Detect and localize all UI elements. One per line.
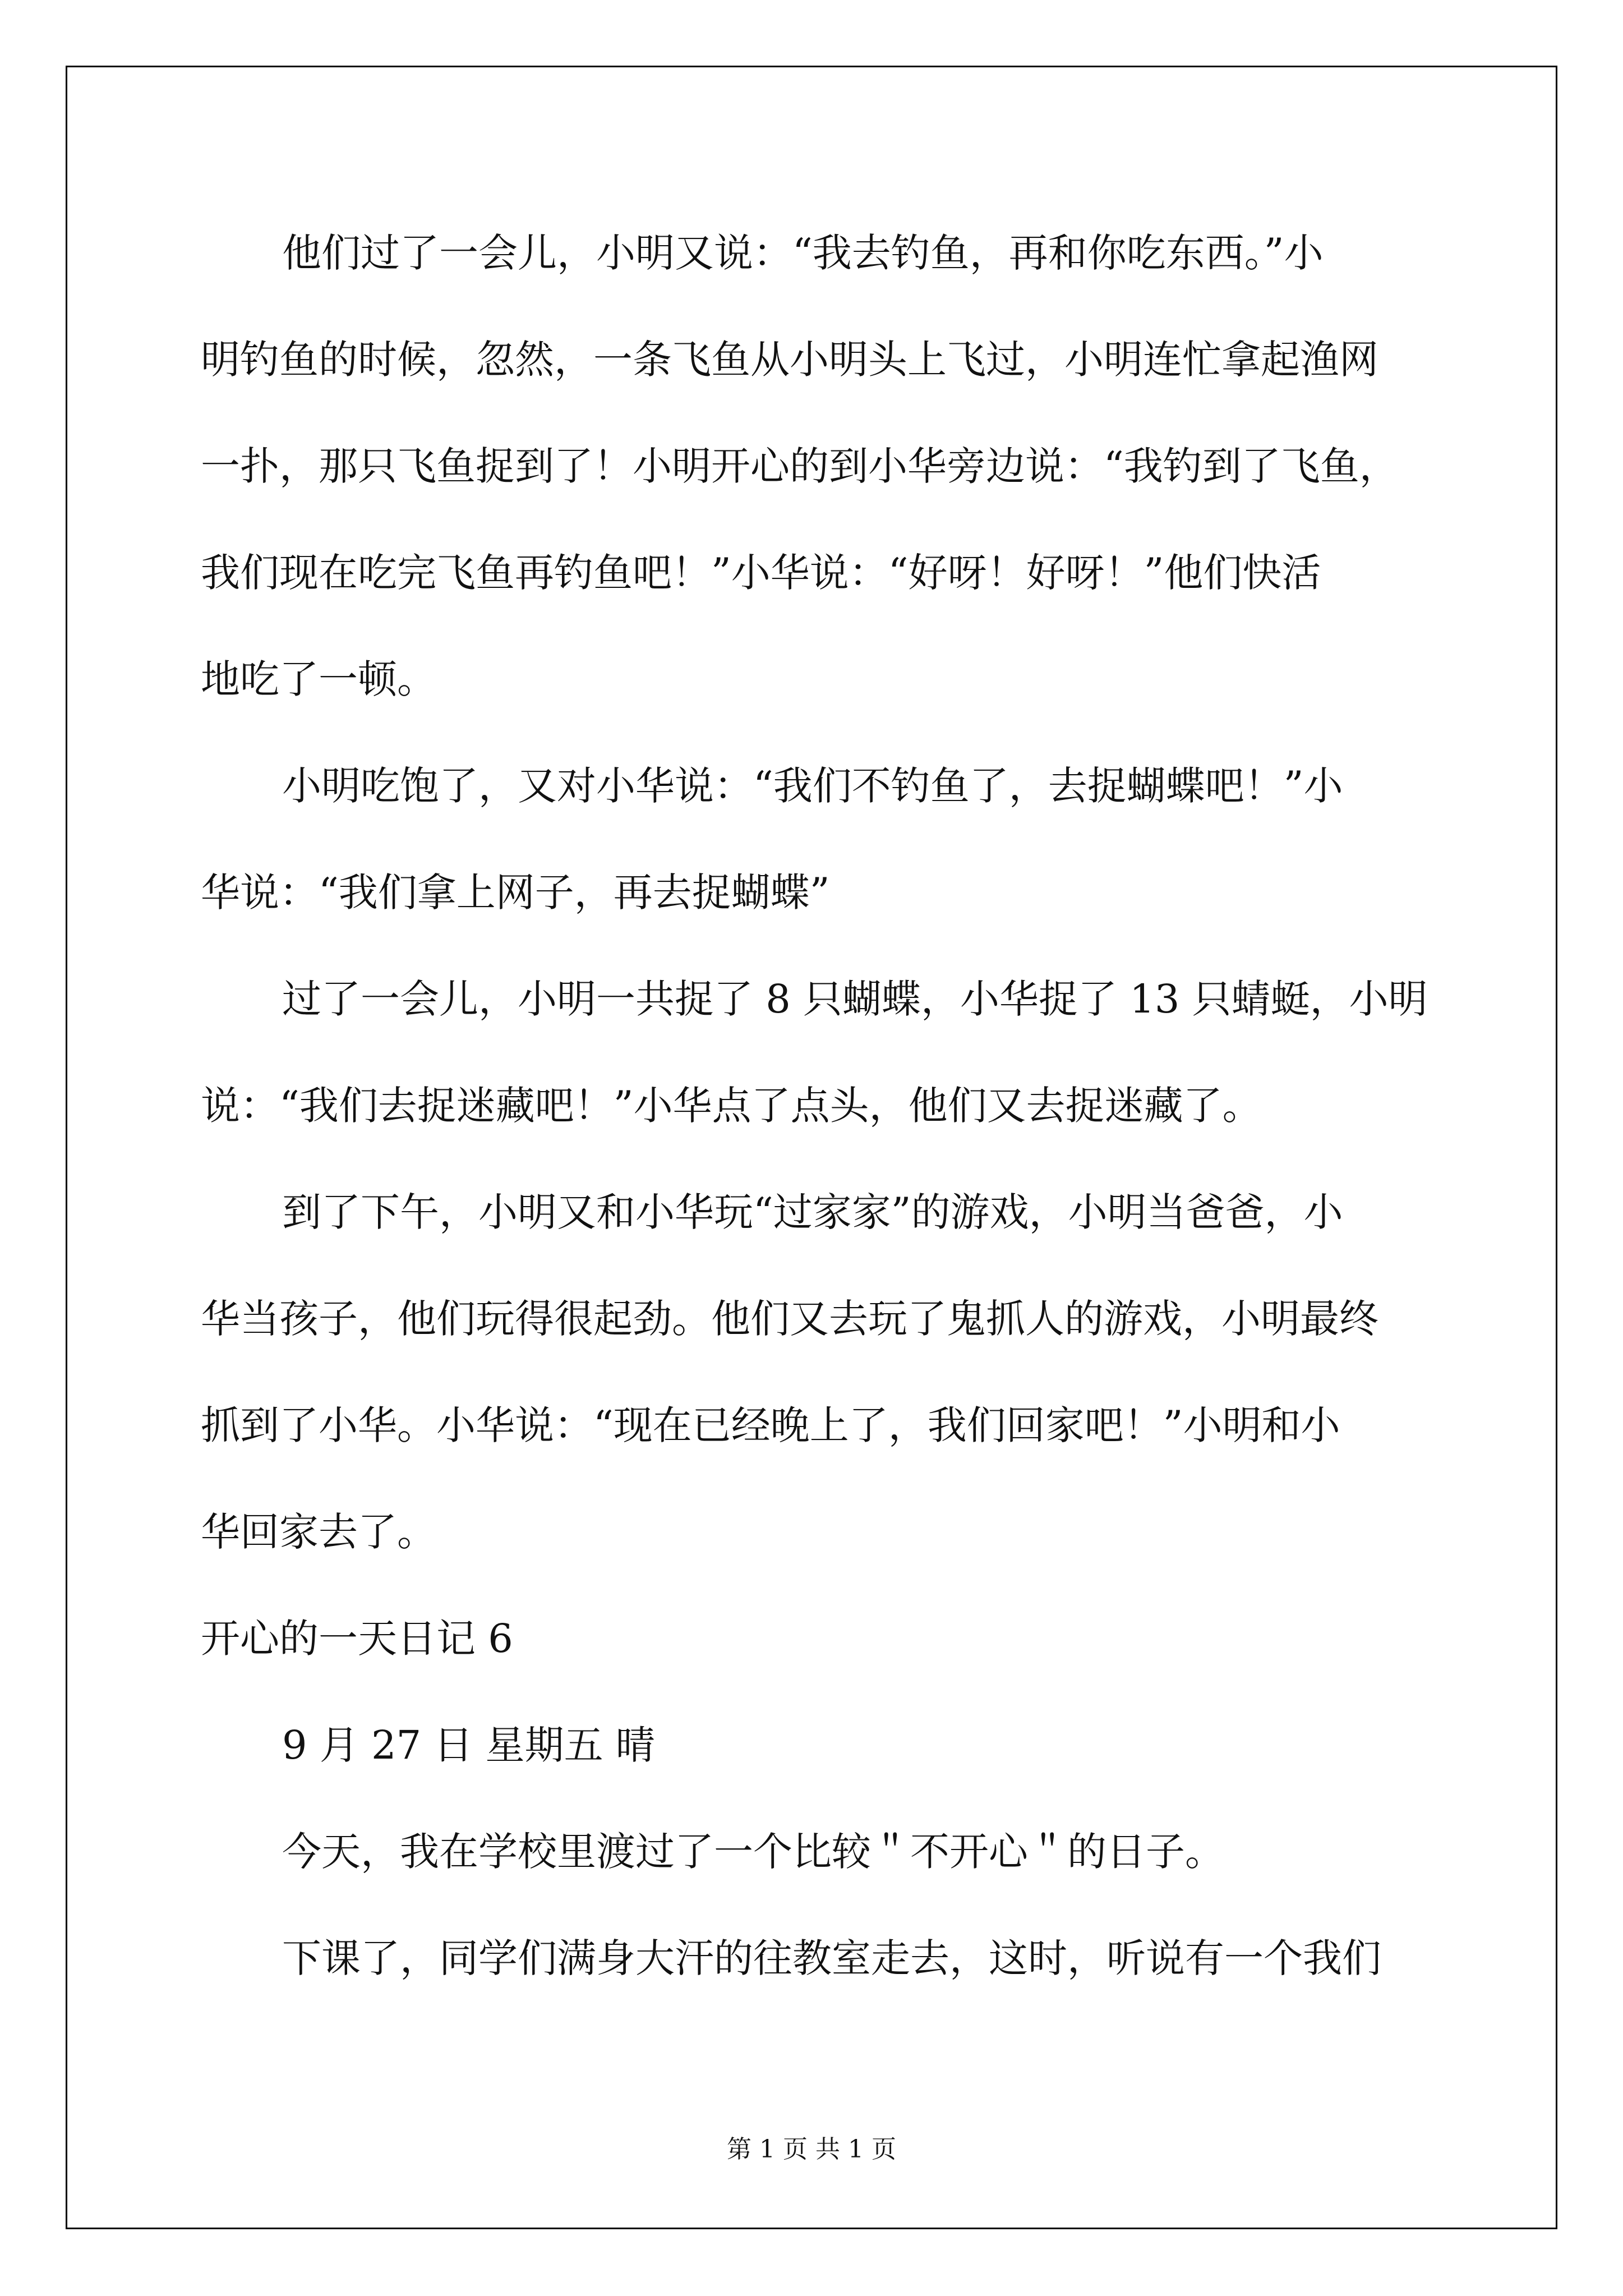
paragraph-line: 过了一会儿，小明一共捉了 8 只蝴蝶，小华捉了 13 只蜻蜓，小明 [282,976,1428,1022]
paragraph-line: 华说：“我们拿上网子，再去捉蝴蝶” [201,869,830,915]
date-line: 9 月 27 日 星期五 晴 [282,1722,655,1768]
paragraph-line: 华回家去了。 [201,1509,436,1555]
paragraph-line: 到了下午，小明又和小华玩“过家家”的游戏，小明当爸爸，小 [282,1189,1343,1235]
paragraph-line: 地吃了一顿。 [201,656,436,702]
section-heading: 开心的一天日记 6 [201,1616,513,1662]
page-footer: 第 1 页 共 1 页 [727,2135,896,2164]
paragraph-line: 我们现在吃完飞鱼再钓鱼吧！”小华说：“好呀！好呀！”他们快活 [201,550,1321,596]
paragraph-line: 今天，我在学校里渡过了一个比较＂不开心＂的日子。 [282,1829,1224,1875]
paragraph-line: 下课了，同学们满身大汗的往教室走去，这时，听说有一个我们 [282,1935,1381,1981]
paragraph-line: 小明吃饱了，又对小华说：“我们不钓鱼了，去捉蝴蝶吧！”小 [282,763,1343,809]
paragraph-line: 明钓鱼的时候，忽然，一条飞鱼从小明头上飞过，小明连忙拿起渔网 [201,337,1378,383]
paragraph-line: 华当孩子，他们玩得很起劲。他们又去玩了鬼抓人的游戏，小明最终 [201,1296,1378,1342]
paragraph-line: 说：“我们去捉迷藏吧！”小华点了点头，他们又去捉迷藏了。 [201,1083,1262,1129]
paragraph-line: 他们过了一会儿，小明又说：“我去钓鱼，再和你吃东西。”小 [282,230,1324,276]
paragraph-line: 抓到了小华。小华说：“现在已经晚上了，我们回家吧！”小明和小 [201,1402,1340,1448]
paragraph-line: 一扑，那只飞鱼捉到了！小明开心的到小华旁边说：“我钓到了飞鱼， [201,443,1399,489]
page-border [66,66,1557,2229]
